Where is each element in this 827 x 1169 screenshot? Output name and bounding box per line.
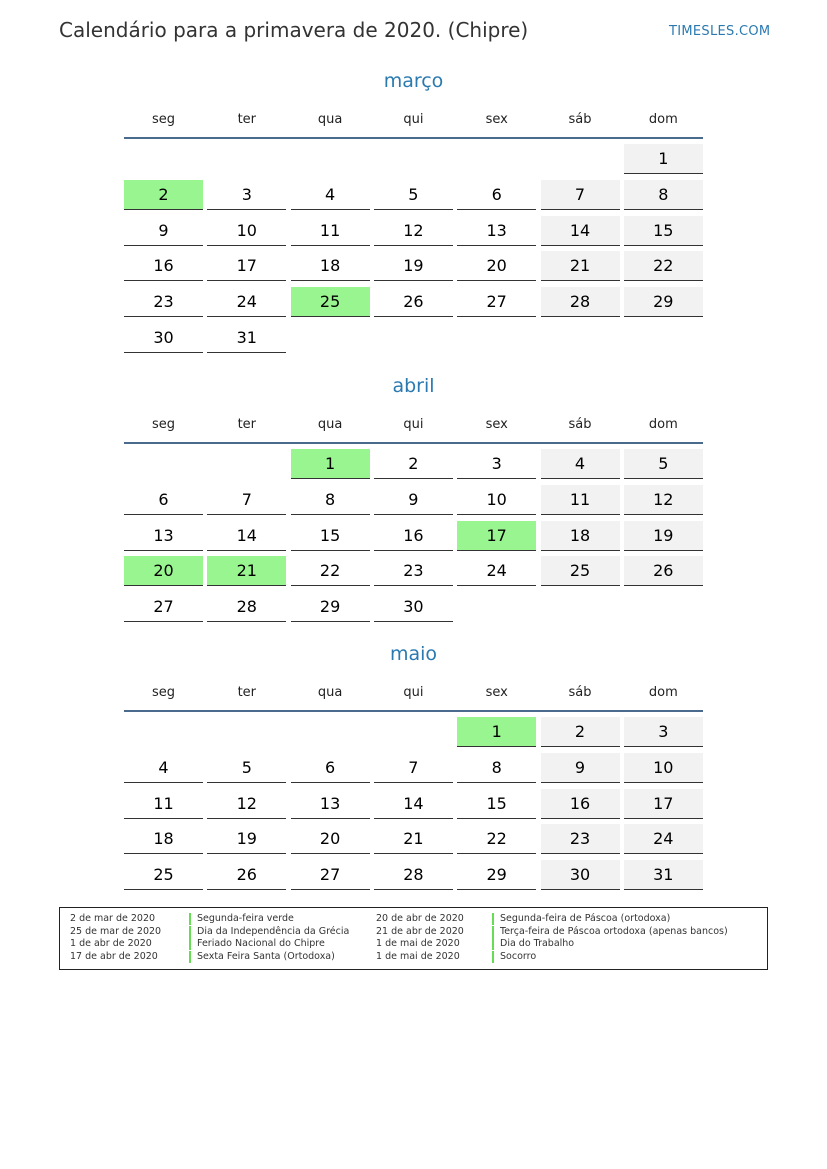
day-cell: 22: [624, 251, 703, 281]
weekday-label: seg: [151, 112, 176, 127]
day-cell: 4: [124, 753, 203, 783]
day-cell: 29: [291, 592, 370, 622]
day-cell: 24: [624, 824, 703, 854]
legend-holiday-name: Feriado Nacional do Chipre: [189, 938, 325, 950]
day-cell: 26: [374, 287, 453, 317]
month-title: abril: [392, 375, 435, 397]
day-cell: 28: [374, 860, 453, 890]
legend-date: 1 de mai de 2020: [376, 938, 460, 949]
day-cell: 20: [457, 251, 536, 281]
legend-holiday-name: Segunda-feira de Páscoa (ortodoxa): [492, 913, 670, 925]
day-cell: 9: [374, 485, 453, 515]
weekday-label: sex: [485, 685, 508, 700]
day-cell: 5: [207, 753, 286, 783]
weekday-label: qui: [403, 112, 424, 127]
day-cell: 1: [624, 144, 703, 174]
day-cell: 4: [541, 449, 620, 479]
legend-date: 25 de mar de 2020: [70, 925, 162, 937]
day-cell: 8: [457, 753, 536, 783]
day-cell: 17: [207, 251, 286, 281]
day-cell: 12: [624, 485, 703, 515]
day-cell: 24: [457, 556, 536, 586]
day-cell: 4: [291, 180, 370, 210]
legend-date: 2 de mar de 2020: [70, 913, 156, 924]
weekday-label: dom: [648, 112, 678, 127]
day-cell: 15: [624, 216, 703, 246]
day-cell: 23: [374, 556, 453, 586]
day-cell: 2: [374, 449, 453, 479]
day-cell: 6: [291, 753, 370, 783]
holiday-day-cell: 1: [457, 717, 536, 747]
day-cell: 3: [207, 180, 286, 210]
day-cell: 2: [541, 717, 620, 747]
header-rule: [124, 710, 703, 712]
day-cell: 11: [291, 216, 370, 246]
weekday-label: qui: [403, 685, 424, 700]
legend-holiday-name: Dia da Independência da Grécia: [189, 926, 349, 938]
day-cell: 14: [207, 521, 286, 551]
weekday-label: dom: [648, 417, 678, 432]
day-cell: 7: [541, 180, 620, 210]
day-cell: 18: [124, 824, 203, 854]
legend-holiday-name: Segunda-feira verde: [189, 913, 294, 925]
day-cell: 19: [207, 824, 286, 854]
day-cell: 8: [291, 485, 370, 515]
day-cell: 27: [291, 860, 370, 890]
day-cell: 31: [624, 860, 703, 890]
site-link[interactable]: TIMESLES.COM: [669, 24, 771, 39]
header-rule: [124, 442, 703, 444]
day-cell: 21: [374, 824, 453, 854]
day-cell: 23: [124, 287, 203, 317]
day-cell: 28: [207, 592, 286, 622]
day-cell: 6: [124, 485, 203, 515]
day-cell: 16: [124, 251, 203, 281]
day-cell: 28: [541, 287, 620, 317]
legend-holiday-name: Terça-feira de Páscoa ortodoxa (apenas bancos): [492, 926, 728, 938]
day-cell: 19: [374, 251, 453, 281]
month-title: março: [383, 70, 444, 92]
legend-date: 20 de abr de 2020: [376, 913, 464, 924]
legend-date: 17 de abr de 2020: [70, 950, 158, 962]
legend-date: 1 de mai de 2020: [376, 950, 460, 962]
day-cell: 16: [541, 789, 620, 819]
legend-holiday-name: Sexta Feira Santa (Ortodoxa): [189, 951, 335, 963]
legend-holiday-name: Dia do Trabalho: [492, 938, 574, 950]
day-cell: 30: [374, 592, 453, 622]
day-cell: 18: [541, 521, 620, 551]
weekday-label: seg: [151, 685, 176, 700]
weekday-label: ter: [237, 112, 257, 127]
day-cell: 9: [124, 216, 203, 246]
day-cell: 5: [624, 449, 703, 479]
day-cell: 3: [457, 449, 536, 479]
day-cell: 29: [457, 860, 536, 890]
holiday-day-cell: 25: [291, 287, 370, 317]
day-cell: 21: [541, 251, 620, 281]
day-cell: 7: [207, 485, 286, 515]
day-cell: 18: [291, 251, 370, 281]
day-cell: 27: [457, 287, 536, 317]
weekday-label: qua: [317, 417, 343, 432]
day-cell: 12: [207, 789, 286, 819]
day-cell: 10: [624, 753, 703, 783]
weekday-label: sáb: [568, 685, 592, 700]
day-cell: 30: [541, 860, 620, 890]
day-cell: 19: [624, 521, 703, 551]
month-title: maio: [389, 643, 438, 665]
day-cell: 13: [457, 216, 536, 246]
day-cell: 15: [457, 789, 536, 819]
day-cell: 8: [624, 180, 703, 210]
weekday-label: ter: [237, 685, 257, 700]
day-cell: 10: [457, 485, 536, 515]
day-cell: 10: [207, 216, 286, 246]
weekday-label: sex: [485, 417, 508, 432]
weekday-label: seg: [151, 417, 176, 432]
holiday-legend: [59, 907, 768, 970]
day-cell: 25: [124, 860, 203, 890]
legend-date: 21 de abr de 2020: [376, 925, 464, 937]
day-cell: 23: [541, 824, 620, 854]
weekday-label: ter: [237, 417, 257, 432]
day-cell: 16: [374, 521, 453, 551]
day-cell: 24: [207, 287, 286, 317]
day-cell: 29: [624, 287, 703, 317]
holiday-day-cell: 1: [291, 449, 370, 479]
weekday-label: qua: [317, 112, 343, 127]
day-cell: 31: [207, 323, 286, 353]
day-cell: 13: [291, 789, 370, 819]
day-cell: 9: [541, 753, 620, 783]
day-cell: 25: [541, 556, 620, 586]
day-cell: 12: [374, 216, 453, 246]
legend-date: 1 de abr de 2020: [70, 938, 152, 949]
day-cell: 26: [207, 860, 286, 890]
day-cell: 13: [124, 521, 203, 551]
day-cell: 3: [624, 717, 703, 747]
day-cell: 27: [124, 592, 203, 622]
page-title: Calendário para a primavera de 2020. (Chipre): [59, 18, 529, 42]
weekday-label: sáb: [568, 417, 592, 432]
legend-holiday-name: Socorro: [492, 951, 536, 963]
day-cell: 11: [541, 485, 620, 515]
holiday-day-cell: 17: [457, 521, 536, 551]
weekday-label: dom: [648, 685, 678, 700]
weekday-label: qui: [403, 417, 424, 432]
day-cell: 14: [541, 216, 620, 246]
day-cell: 20: [291, 824, 370, 854]
day-cell: 5: [374, 180, 453, 210]
day-cell: 14: [374, 789, 453, 819]
weekday-label: sáb: [568, 112, 592, 127]
weekday-label: qua: [317, 685, 343, 700]
day-cell: 7: [374, 753, 453, 783]
day-cell: 11: [124, 789, 203, 819]
day-cell: 26: [624, 556, 703, 586]
holiday-day-cell: 2: [124, 180, 203, 210]
weekday-label: sex: [485, 112, 508, 127]
day-cell: 22: [457, 824, 536, 854]
day-cell: 30: [124, 323, 203, 353]
day-cell: 6: [457, 180, 536, 210]
day-cell: 22: [291, 556, 370, 586]
day-cell: 15: [291, 521, 370, 551]
holiday-day-cell: 21: [207, 556, 286, 586]
header-rule: [124, 137, 703, 139]
day-cell: 17: [624, 789, 703, 819]
holiday-day-cell: 20: [124, 556, 203, 586]
